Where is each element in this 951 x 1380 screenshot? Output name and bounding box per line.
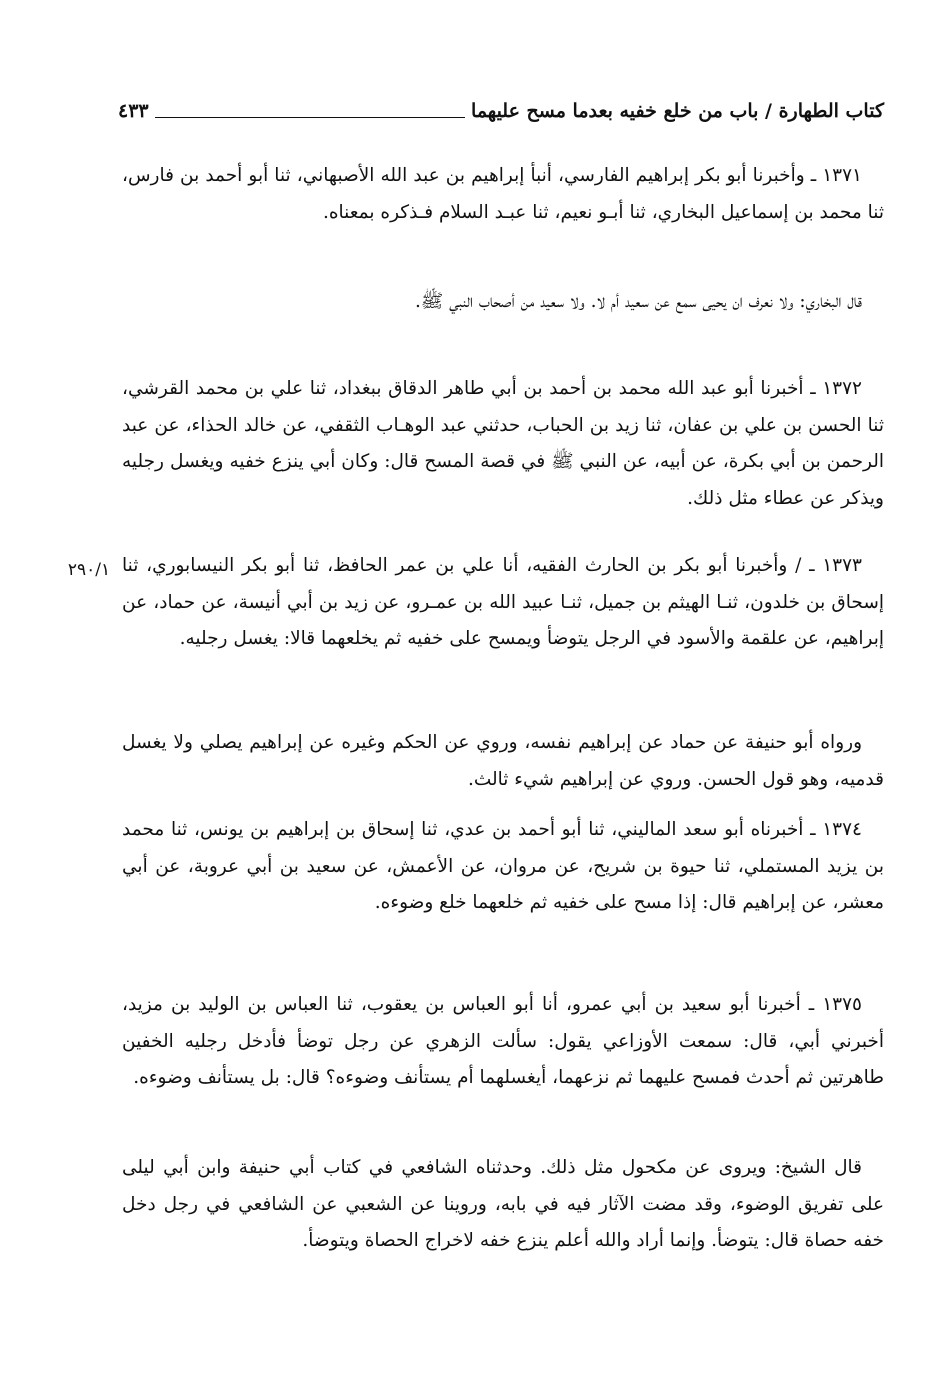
hadith-1371: ١٣٧١ ـ وأخبرنا أبو بكر إبراهيم الفارسي، أنبأ إبراهيم بن عبد الله الأصبهاني، ثنا أبو أحمد بن فارس، ثنا محمد بن إسماعيل البخاري، ثنا أبـو نعيم، ثنا عبـد السلام فـذكره بمعناه. [122,165,884,223]
shaykh-comment: قال الشيخ: ويروى عن مكحول مثل ذلك. وحدثناه الشافعي في كتاب أبي حنيفة وابن أبي ليلى على تفريق الوضوء، وقد مضت الآثار فيه في بابه، وروينا عن الشعبي عن الشافعي في رجل دخل خفه حصاة قال: يتوضأ. وإنما أراد والله أعلم ينزع خفه لاخراج الحصاة ويتوضأ. [122,1157,884,1251]
margin-volume-page: ٢٩٠/١ [67,560,111,580]
hadith-1373: ١٣٧٣ ـ / وأخبرنا أبو بكر بن الحارث الفقيه، أنا علي بن عمر الحافظ، ثنا أبو بكر النيسابوري، ثنا إسحاق بن خلدون، ثنـا الهيثم بن جميل، ثنـا عبيد الله بن عمـرو، عن زيد بن أبي أنيسة، عن حماد، عن إبراهيم، عن علقمة والأسود في الرجل يتوضأ ويمسح على خفيه ثم يخلعهما قالا: يغسل رجليه. [122,555,884,649]
hadith-1375: ١٣٧٥ ـ أخبرنا أبو سعيد بن أبي عمرو، أنا أبو العباس بن يعقوب، ثنا العباس بن الوليد بن مزيد، أخبرني أبي، قال: سمعت الأوزاعي يقول: سألت الزهري عن رجل توضأ فأدخل رجليه الخفين طاهرتين ثم أحدث فمسح عليهما ثم نزعهما، أيغسلهما أم يستأنف وضوءه؟ قال: بل يستأنف وضوءه. [122,994,884,1088]
hadith-1372: ١٣٧٢ ـ أخبرنا أبو عبد الله محمد بن أحمد بن أبي طاهر الدقاق ببغداد، ثنا علي بن محمد القرشي، ثنا الحسن بن علي بن عفان، ثنا زيد بن الحباب، حدثني عبد الوهـاب الثقفي، عن خالد الحذاء، عن عبد الرحمن بن أبي بكرة، عن أبيه، عن النبي ﷺ في قصة المسح قال: وكان أبي ينزع خفيه ويغسل رجليه ويذكر عن عطاء مثل ذلك. [122,378,884,509]
bukhari-comment: قال البخاري: ولا نعرف ان يحيى سمع عن سعيد أم لا. ولا سعيد من أصحاب النبي ﷺ. [415,291,862,312]
abu-hanifa-narration: ورواه أبو حنيفة عن حماد عن إبراهيم نفسه، وروي عن الحكم وغيره عن إبراهيم يصلي ولا يغسل قدميه، وهو قول الحسن. وروي عن إبراهيم شيء ثالث. [122,732,884,790]
header-rule [155,117,465,118]
page-number: ٤٣٣ [118,100,149,122]
running-header [118,92,884,126]
hadith-1374: ١٣٧٤ ـ أخبرناه أبو سعد الماليني، ثنا أبو أحمد بن عدي، ثنا إسحاق بن إبراهيم بن يونس، ثنا محمد بن يزيد المستملي، ثنا حيوة بن شريح، عن مروان، عن الأعمش، عن سعيد بن أبي عروبة، عن أبي معشر، عن إبراهيم قال: إذا مسح على خفيه ثم خلعهما خلع وضوءه. [122,819,884,913]
chapter-title: كتاب الطهارة / باب من خلع خفيه بعدما مسح عليهما [471,100,884,122]
